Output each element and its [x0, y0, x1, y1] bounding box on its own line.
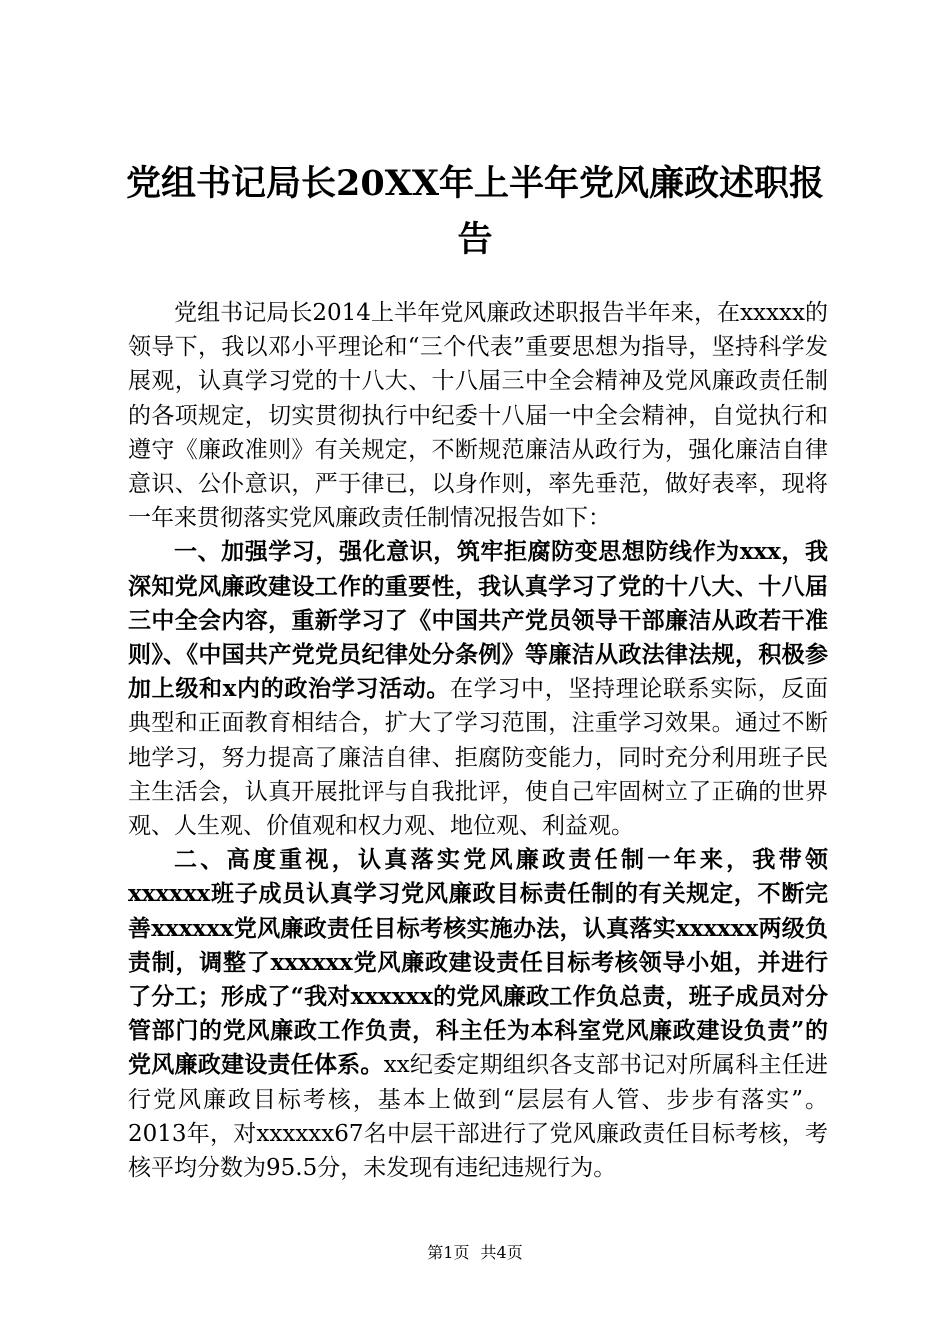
- document-title-line1: 党组书记局长20XX年上半年党风廉政述职报: [125, 163, 825, 204]
- paragraph-intro-text: 党组书记局长2014上半年党风廉政述职报告半年来，在xxxxx的领导下，我以邓小平理论和“三个代表”重要思想为指导，坚持科学发展观，认真学习党的十八大、十八届三中全会精神及党风廉政责任制的各项规定，切实贯彻执行中纪委十八届一中全会精神，自觉执行和遵守《廉政准则》有关规定，不断规范廉洁从政行为，强化廉洁自律意识、公仆意识，严于律已，以身作则，率先垂范，做好表率，现将一年来贯彻落实党风廉政责任制情况报告如下：: [128, 300, 828, 532]
- section-2-body-text: xx纪委定期组织各支部书记对所属科主任进行党风廉政目标考核，基本上做到“层层有人管、步步有落实”。2013年，对xxxxxx67名中层干部进行了党风廉政责任目标考核，考核平均分数为95.5分，未发现有违纪违规行为。: [128, 1052, 829, 1182]
- section-1-body-text: 在学习中，坚持理论联系实际，反面典型和正面教育相结合，扩大了学习范围，注重学习效果。通过不断地学习，努力提高了廉洁自律、拒腐防变能力，同时充分利用班子民主生活会，认真开展批评与自我批评，使自己牢固树立了正确的世界观、人生观、价值观和权力观、地位观、利益观。: [128, 676, 829, 840]
- document-body: [128, 296, 828, 1185]
- paragraph-intro: [128, 296, 828, 535]
- section-1-heading-text: 一、加强学习，强化意识，筑牢拒腐防变思想防线作为xxx，我深知党风廉政建设工作的重要性，我认真学习了党的十八大、十八届三中全会内容，重新学习了《中国共产党员领导干部廉洁从政若干准则》、《中国共产党党员纪律处分条例》等廉洁从政法律法规，积极参加上级和x内的政治学习活动。: [128, 538, 828, 703]
- section-2-heading-text: 二、高度重视，认真落实党风廉政责任制一年来，我带领xxxxxx班子成员认真学习党风廉政目标责任制的有关规定，不断完善xxxxxx党风廉政责任目标考核实施办法，认真落实xxxxxx两级负责制，调整了xxxxxx党风廉政建设责任目标考核领导小姐，并进行了分工；形成了“我对xxxxxx的党风廉政工作负总责，班子成员对分管部门的党风廉政工作负责，科主任为本科室党风廉政建设负责”的党风廉政建设责任体系。: [128, 846, 828, 1079]
- page-number-total: 共4页: [480, 1243, 523, 1262]
- page-number-current: 第1页: [427, 1243, 470, 1262]
- document-title-line2: 告: [457, 219, 493, 260]
- paragraph-section-2: [128, 843, 828, 1185]
- page-footer: [0, 1243, 950, 1263]
- paragraph-section-1: [128, 535, 828, 843]
